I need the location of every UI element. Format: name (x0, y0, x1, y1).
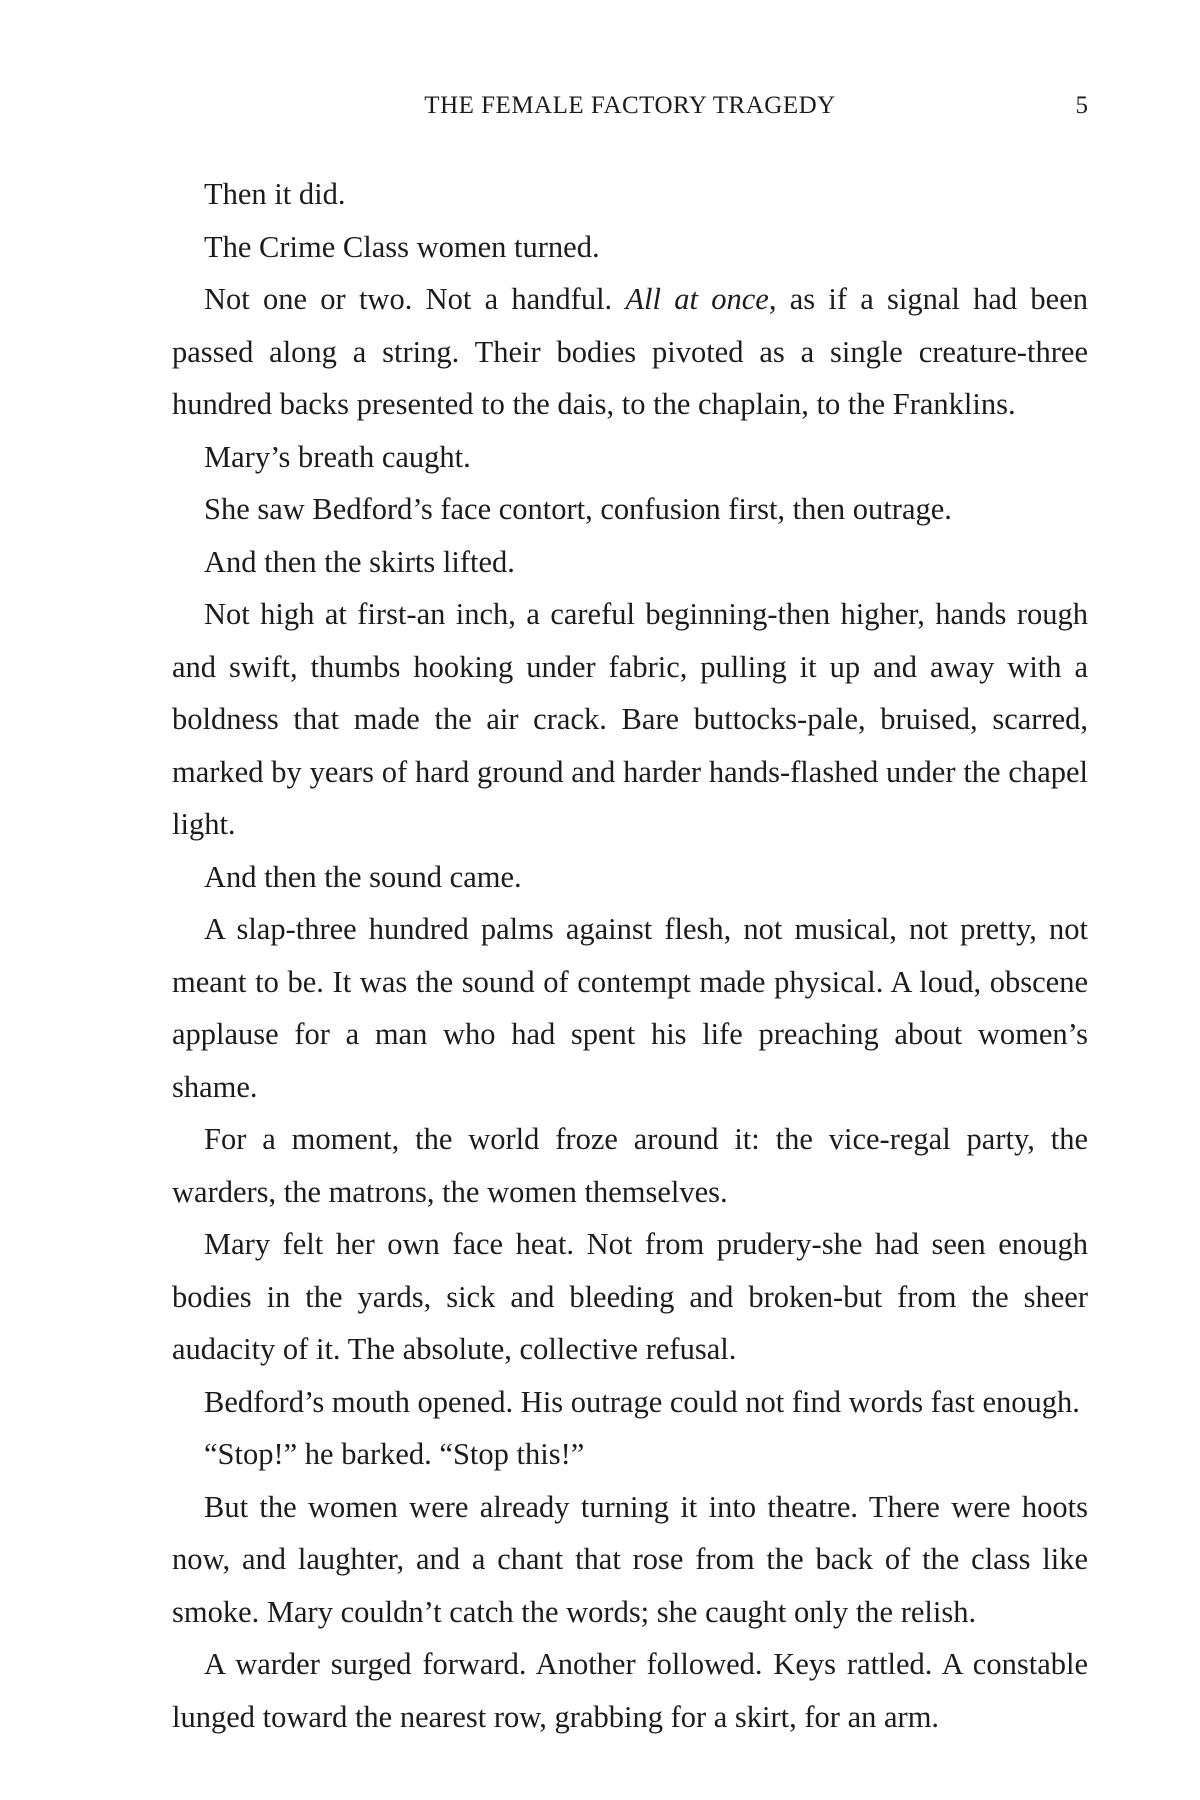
body-text (172, 168, 1088, 1743)
paragraph: Mary’s breath caught. (204, 439, 471, 474)
paragraph: And then the skirts lifted. (204, 544, 515, 579)
paragraph: A warder surged forward. Another followed. Keys rattled. A constable lunged toward the nearest row, grabbing for a skirt, for an arm. (172, 1647, 1088, 1734)
page-number: 5 (1075, 92, 1088, 119)
paragraph: A slap-three hundred palms against flesh, not musical, not pretty, not meant to be. It was the sound of contempt made physical. A loud, obscene applause for a man who had spent his life preaching about women’s shame. (172, 912, 1088, 1104)
emphasized-text: All at once (625, 282, 769, 316)
paragraph: Mary felt her own face heat. Not from prudery-she had seen enough bodies in the yards, sick and bleeding and broken-but from the sheer audacity of it. The absolute, collective refusal. (172, 1227, 1088, 1366)
paragraph: “Stop!” he barked. “Stop this!” (204, 1437, 585, 1471)
paragraph: She saw Bedford’s face contort, confusion first, then outrage. (204, 492, 952, 526)
paragraph-text: , as if a signal had been passed along a string. Their bodies pivoted as a single creature-three hundred backs presented to the dais, to the chaplain, to the Franklins. (172, 282, 1088, 421)
paragraph: Bedford’s mouth opened. His outrage could not find words fast enough. (204, 1384, 1080, 1419)
paragraph: But the women were already turning it into theatre. There were hoots now, and laughter, and a chant that rose from the back of the class like smoke. Mary couldn’t catch the words; she caught only the relish. (172, 1489, 1088, 1629)
paragraph: Not high at first-an inch, a careful beginning-then higher, hands rough and swift, thumbs hooking under fabric, pulling it up and away with a boldness that made the air crack. Bare buttocks-pale, bruised, scarred, marked by years of hard ground and harder hands-flashed under the chapel light. (172, 597, 1088, 841)
paragraph: The Crime Class women turned. (204, 229, 600, 264)
running-head-title: THE FEMALE FACTORY TRAGEDY (424, 92, 836, 119)
paragraph: Then it did. (204, 177, 346, 211)
paragraph: For a moment, the world froze around it: the vice-regal party, the warders, the matrons, the women themselves. (172, 1122, 1088, 1209)
paragraph (172, 273, 1088, 431)
paragraph: And then the sound came. (204, 859, 522, 894)
paragraph-text: Not one or two. Not a handful. (204, 282, 626, 316)
running-head (172, 90, 1088, 122)
